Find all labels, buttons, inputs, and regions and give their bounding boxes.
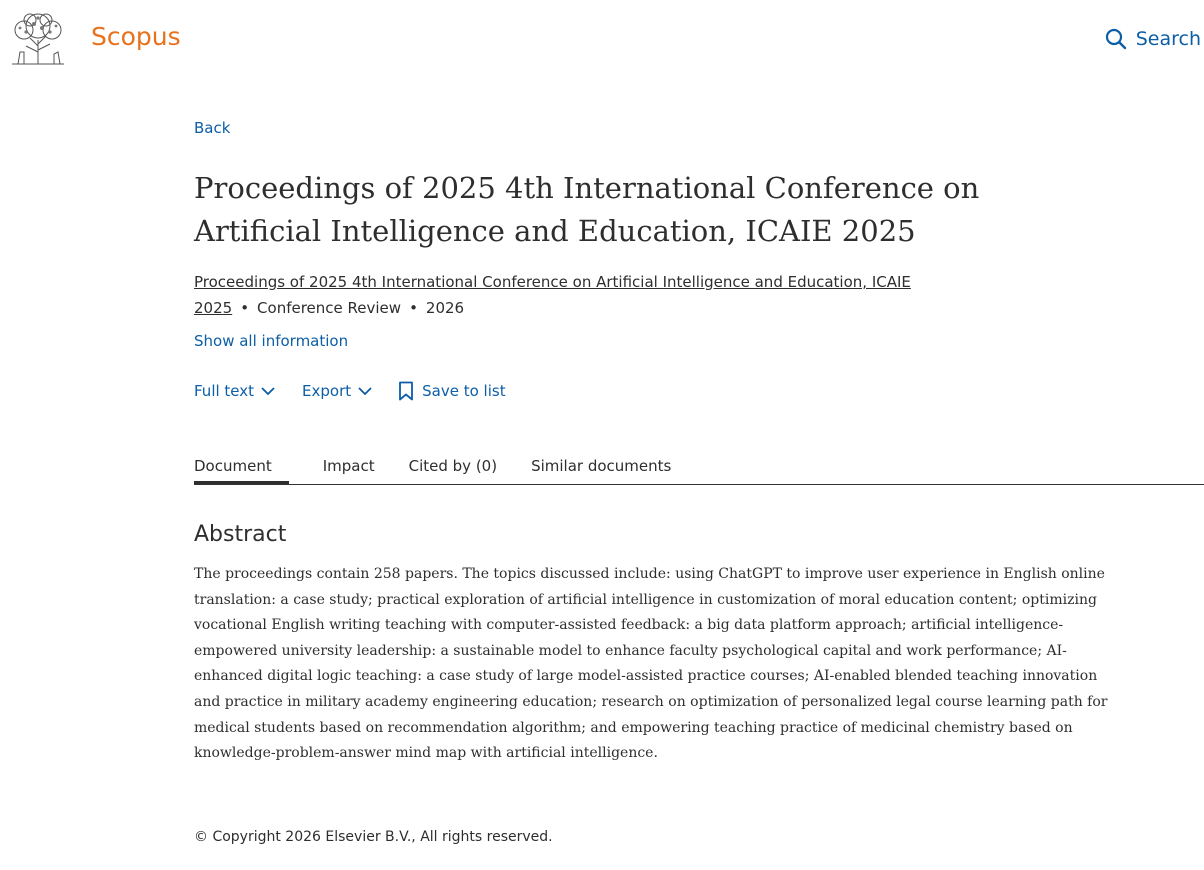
tab-similar-documents[interactable]: Similar documents	[531, 457, 672, 475]
meta-separator: •	[409, 299, 418, 317]
bookmark-icon	[397, 381, 415, 401]
search-label: Search	[1135, 28, 1201, 50]
tab-document[interactable]: Document	[194, 457, 289, 484]
abstract-heading: Abstract	[194, 522, 287, 547]
scopus-brand[interactable]: Scopus	[91, 22, 181, 51]
export-button[interactable]	[302, 382, 373, 400]
document-type: Conference Review	[257, 299, 402, 317]
full-text-button[interactable]	[194, 382, 276, 400]
document-meta	[194, 269, 1054, 321]
show-all-information-link[interactable]: Show all information	[194, 332, 349, 350]
meta-separator: •	[240, 299, 250, 317]
document-year: 2026	[425, 299, 465, 317]
elsevier-tree-logo[interactable]	[8, 12, 68, 66]
action-bar	[194, 381, 506, 401]
page-title: Proceedings of 2025 4th International Conference on Artificial Intelligence and Education, ICAIE 2025	[194, 171, 980, 248]
tab-impact[interactable]: Impact	[322, 457, 375, 475]
back-link[interactable]: Back	[194, 119, 231, 137]
save-to-list-label: Save to list	[422, 382, 506, 400]
save-to-list-button[interactable]	[397, 381, 505, 401]
search-icon	[1105, 28, 1127, 50]
source-title-link[interactable]: Proceedings of 2025 4th International Conference on Artificial Intelligence and Education, ICAIE 2025	[194, 273, 911, 317]
full-text-label: Full text	[194, 382, 255, 400]
chevron-down-icon	[357, 383, 373, 399]
tab-cited-by[interactable]: Cited by (0)	[408, 457, 498, 475]
chevron-down-icon	[260, 383, 276, 399]
abstract-text: The proceedings contain 258 papers. The topics discussed include: using ChatGPT to improve user experience in English online translation: a case study; practical exploration of artificial intelligence in customization of moral education content; optimizing vocational English writing teaching with computer-assisted feedback: a big data platform approach; artificial intelligence-empowered university leadership: a sustainable model to enhance faculty psychological capital and work performance; AI-enhanced digital logic teaching: a case study of large model-assisted practice courses; AI-enabled blended teaching innovation and practice in military academy engineering education; research on optimization of personalized legal course learning path for medical students based on recommendation algorithm; and empowering teaching practice of medicinal chemistry based on knowledge-problem-answer mind map with artificial intelligence.	[194, 566, 1108, 762]
document-tabs	[194, 457, 1204, 485]
search-button[interactable]	[1105, 28, 1201, 50]
copyright-notice: © Copyright 2026 Elsevier B.V., All rights reserved.	[194, 829, 553, 845]
export-label: Export	[302, 382, 352, 400]
